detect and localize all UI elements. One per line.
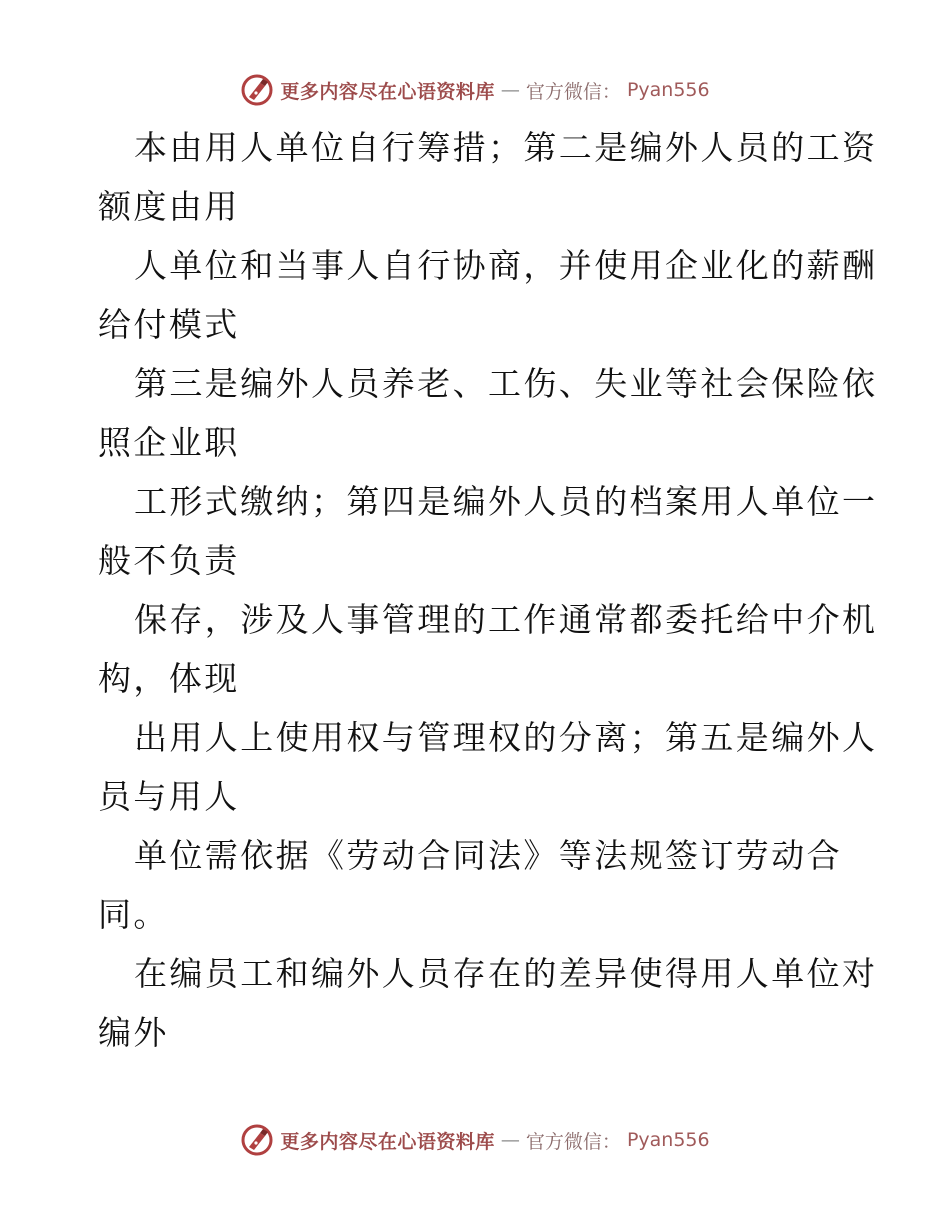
header-banner xyxy=(0,70,950,110)
paragraph-first-line: 单位需依据《劳动合同法》等法规签订劳动合 xyxy=(134,836,842,875)
paragraph-continuation-line: 给付模式 xyxy=(98,305,240,344)
paragraph-continuation-line: 员与用人 xyxy=(98,777,240,816)
banner-wechat-id: Pyan556 xyxy=(626,1129,710,1151)
paragraph-first-line: 第三是编外人员养老、工伤、失业等社会保险依 xyxy=(134,364,878,403)
paragraph-continuation-line: 编外 xyxy=(98,1013,169,1052)
banner-dash: — xyxy=(500,1129,520,1151)
paragraph-first-line: 工形式缴纳；第四是编外人员的档案用人单位一 xyxy=(134,482,878,521)
paragraph xyxy=(98,472,878,590)
paragraph-first-line: 人单位和当事人自行协商，并使用企业化的薪酬 xyxy=(134,246,878,285)
paragraph-first-line: 出用人上使用权与管理权的分离；第五是编外人 xyxy=(134,718,878,757)
paragraph xyxy=(98,118,878,236)
banner-dash: — xyxy=(500,79,520,101)
footer-banner xyxy=(0,1120,950,1160)
paragraph xyxy=(98,944,878,1062)
banner-brand-text: 更多内容尽在心语资料库 xyxy=(280,1130,495,1153)
document-body xyxy=(98,118,878,1062)
pen-nib-logo-icon xyxy=(240,73,274,107)
paragraph-continuation-line: 般不负责 xyxy=(98,541,240,580)
banner-wechat-id: Pyan556 xyxy=(626,79,710,101)
paragraph-continuation-line: 同。 xyxy=(98,895,169,934)
paragraph xyxy=(98,236,878,354)
paragraph xyxy=(98,590,878,708)
paragraph xyxy=(98,826,858,944)
paragraph-first-line: 本由用人单位自行筹措；第二是编外人员的工资 xyxy=(134,128,878,167)
paragraph-first-line: 在编员工和编外人员存在的差异使得用人单位对 xyxy=(134,954,878,993)
paragraph-continuation-line: 照企业职 xyxy=(98,423,240,462)
paragraph-continuation-line: 额度由用 xyxy=(98,187,240,226)
banner-wechat-label: 官方微信： xyxy=(525,80,621,103)
paragraph-continuation-line: 构，体现 xyxy=(98,659,240,698)
banner-brand-text: 更多内容尽在心语资料库 xyxy=(280,80,495,103)
banner-wechat-label: 官方微信： xyxy=(525,1130,621,1153)
pen-nib-logo-icon xyxy=(240,1123,274,1157)
paragraph xyxy=(98,708,878,826)
paragraph-first-line: 保存，涉及人事管理的工作通常都委托给中介机 xyxy=(134,600,878,639)
paragraph xyxy=(98,354,878,472)
